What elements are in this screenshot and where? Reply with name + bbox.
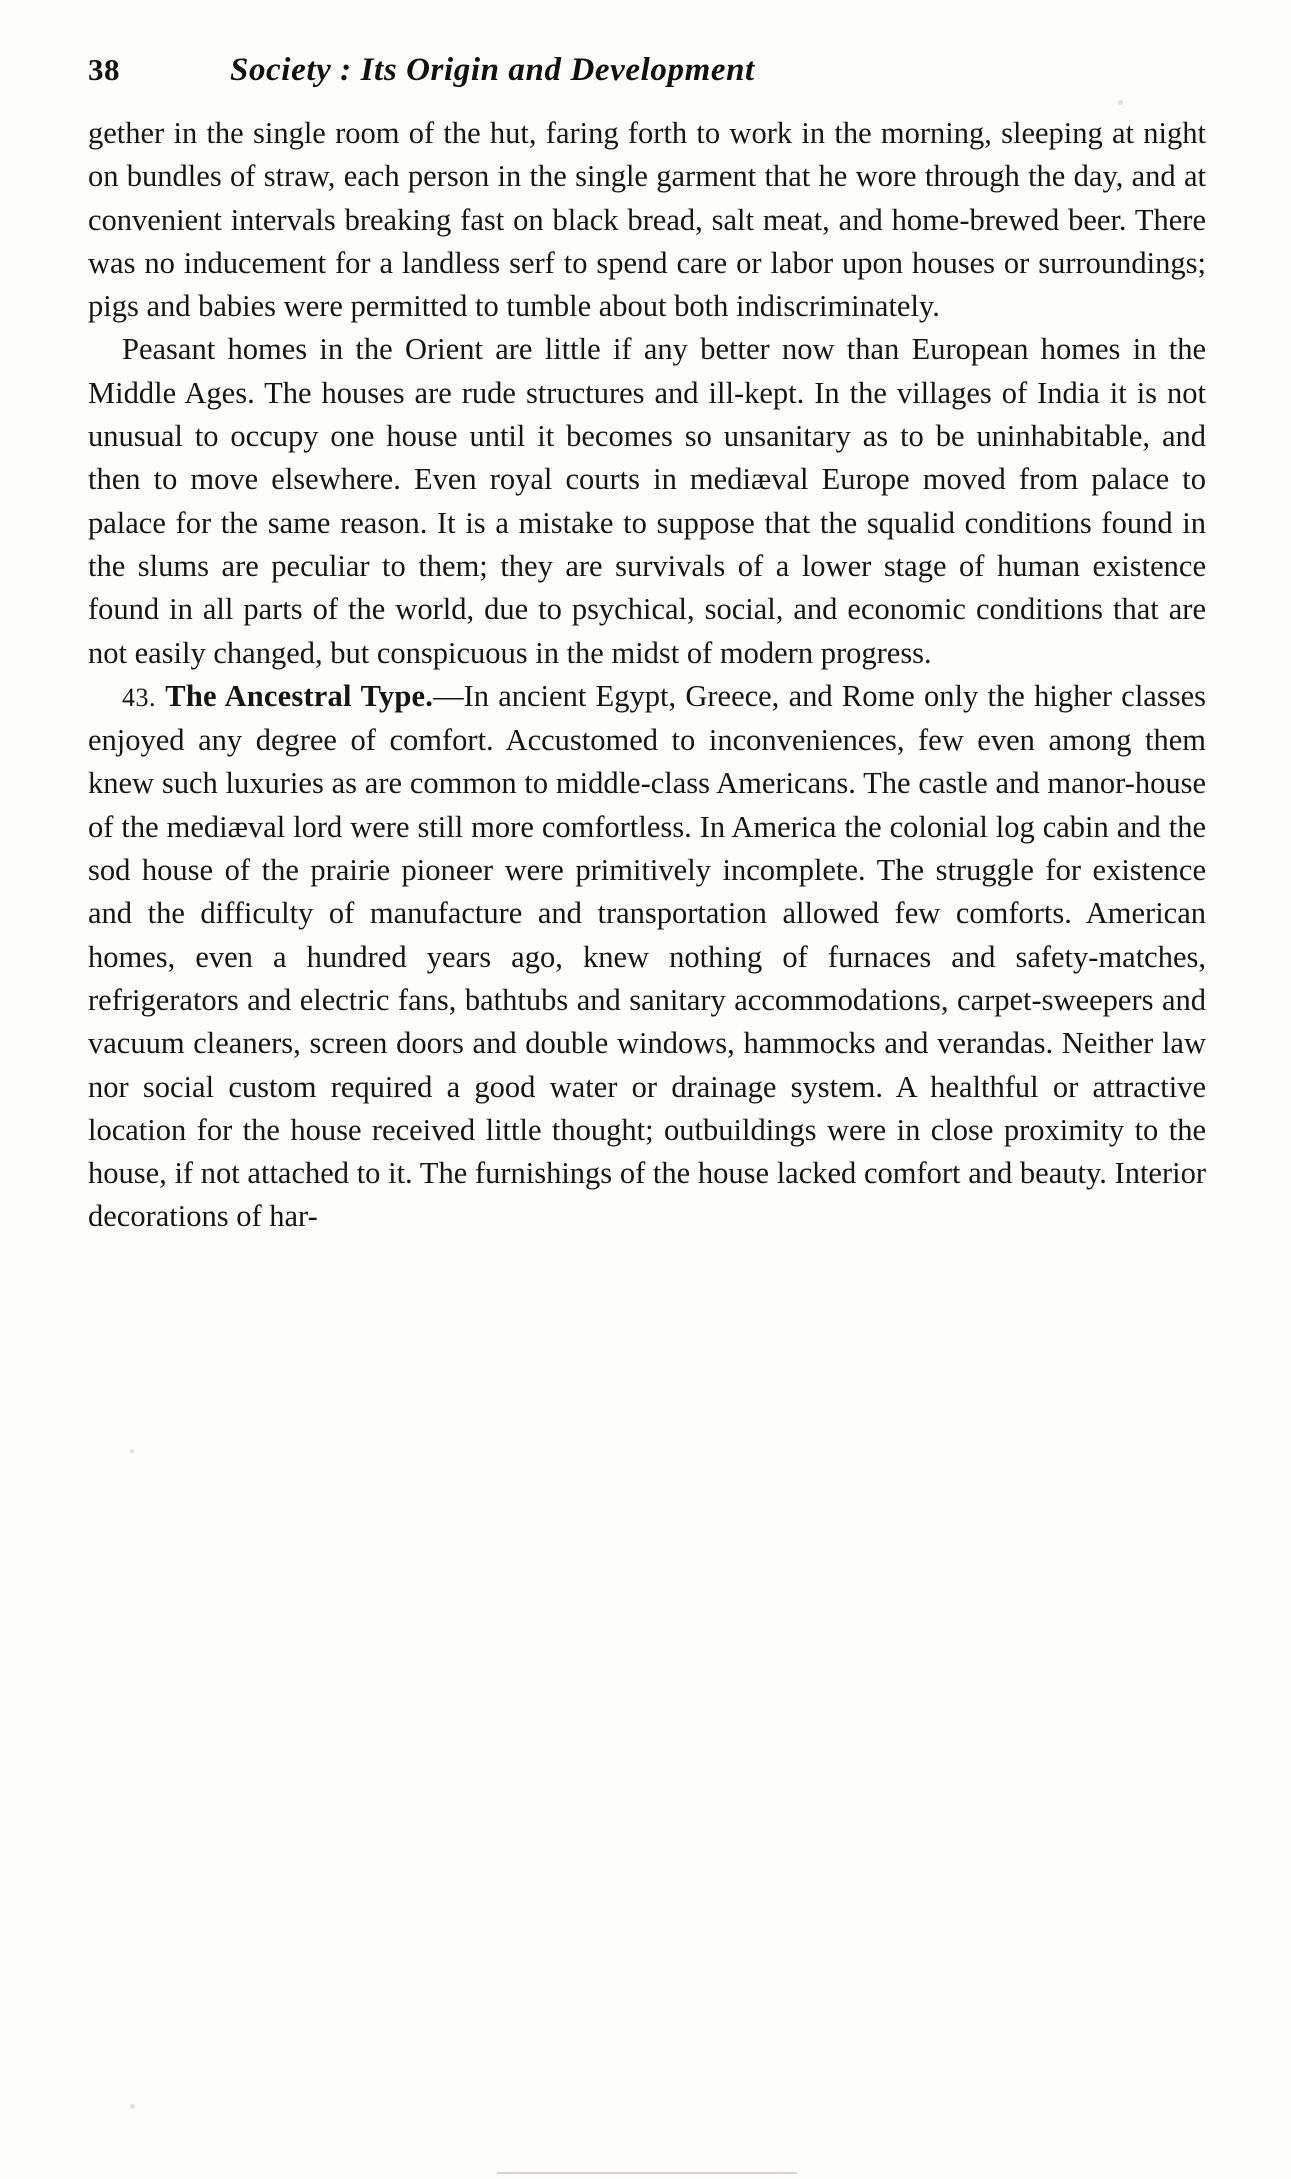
section-number: 43. <box>122 682 156 712</box>
section-heading: The Ancestral Type. <box>165 678 434 713</box>
page-number: 38 <box>88 52 120 87</box>
paragraph-ancestral-type <box>88 675 1206 1239</box>
page-body <box>88 112 1206 1239</box>
section-body: In ancient Egypt, Greece, and Rome only the higher classes enjoyed any degree of comfort. Accustomed to inconveniences, few even among them knew such luxuries as are common to middle-class Americans. The castle and manor-house of the mediæval lord were still more comfortless. In America the colonial log cabin and the sod house of the prairie pioneer were primitively incomplete. The struggle for existence and the difficulty of manufacture and transportation allowed few comforts. American homes, even a hundred years ago, knew nothing of furnaces and safety-matches, refrigerators and electric fans, bathtubs and sanitary accommodations, carpet-sweepers and vacuum cleaners, screen doors and double windows, hammocks and verandas. Neither law nor social custom required a good water or drainage system. A healthful or attractive location for the house received little thought; outbuildings were in close proximity to the house, if not attached to it. The furnishings of the house lacked comfort and beauty. Interior decorations of har- <box>88 678 1206 1234</box>
paragraph-peasant-homes: Peasant homes in the Orient are little if any better now than European homes in the Middle Ages. The houses are rude structures and ill-kept. In the villages of India it is not unusual to occupy one house until it becomes so unsanitary as to be uninhabitable, and then to move elsewhere. Even royal courts in mediæval Europe moved from palace to palace for the same reason. It is a mistake to suppose that the squalid conditions found in the slums are peculiar to them; they are survivals of a lower stage of human existence found in all parts of the world, due to psychical, social, and economic conditions that are not easily changed, but conspicuous in the midst of modern progress. <box>88 332 1206 670</box>
scan-speck <box>1118 100 1123 105</box>
paragraph-continued: gether in the single room of the hut, faring forth to work in the morning, sleeping at night on bundles of straw, each person in the single garment that he wore through the day, and at convenient intervals breaking fast on black bread, salt meat, and home-brewed beer. There was no inducement for a landless serf to spend care or labor upon houses or surroundings; pigs and babies were permitted to tumble about both indiscriminately. <box>88 116 1206 324</box>
section-dash: — <box>433 678 464 713</box>
page-edge-rule <box>497 2172 797 2174</box>
page-header <box>88 52 1203 102</box>
scan-speck <box>130 2104 135 2109</box>
running-title: Society : Its Origin and Development <box>230 52 755 88</box>
scan-speck <box>130 1449 134 1453</box>
